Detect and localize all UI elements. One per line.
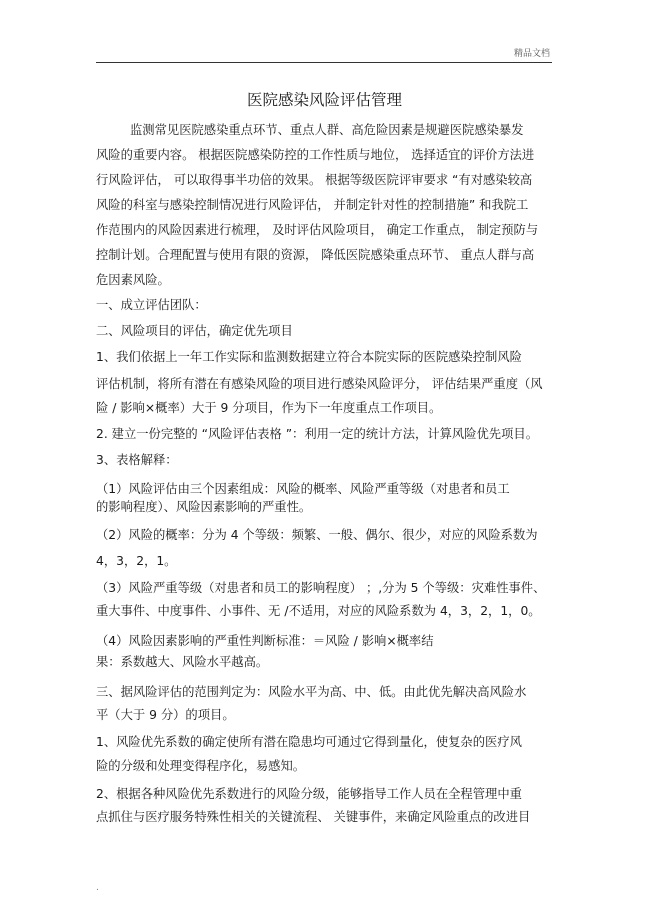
- list-item-line: 点抓住与医疗服务特殊性相关的关键流程、 关键事件，来确定风险重点的改进目: [96, 810, 531, 824]
- paragraph-line: 危因素风险。: [96, 273, 170, 287]
- header-label: 精品文档: [514, 49, 551, 59]
- list-item-line: 2、根据各种风险优先系数进行的风险分级，能够指导工作人员在全程管理中重: [96, 787, 522, 801]
- list-item-line: （2）风险的概率：分为 4 个等级：频繁、一般、偶尔、很少，对应的风险系数为: [96, 528, 538, 542]
- list-item-line: 2. 建立一份完整的 “风险评估表格 ”：利用一定的统计方法，计算风险优先项目。: [96, 427, 538, 441]
- list-item-line: （3）风险严重等级（对患者和员工的影响程度） ；,分为 5 个等级：灾难性事件、: [96, 581, 546, 595]
- footer-mark: .: [96, 883, 99, 893]
- list-item-line: （4）风险因素影响的严重性判断标准：＝风险 / 影响×概率结: [96, 634, 434, 648]
- paragraph-line: 作范围内的风险因素进行梳理， 及时评估风险项目， 确定工作重点， 制定预防与: [96, 223, 539, 237]
- paragraph-line: 风险的重要内容。 根据医院感染防控的工作性质与地位， 选择适宜的评价方法进: [96, 148, 535, 162]
- paragraph-line: 控制计划。合理配置与使用有限的资源， 降低医院感染重点环节、 重点人群与高: [96, 248, 535, 262]
- list-item-line: 4，3，2，1。: [96, 554, 177, 568]
- list-item-line: 平（大于 9 分）的项目。: [96, 708, 235, 722]
- paragraph-line: 行风险评估， 可以取得事半功倍的效果。 根据等级医院评审要求 “有对感染较高: [96, 173, 533, 187]
- list-item-line: 1、风险优先系数的确定使所有潜在隐患均可通过它得到量化，使复杂的医疗风: [96, 735, 522, 749]
- list-item-line: 的影响程度）、风险因素影响的严重性。: [96, 500, 312, 514]
- list-item-line: 1、我们依据上一年工作实际和监测数据建立符合本院实际的医院感染控制风险: [96, 350, 522, 364]
- document-title: 医院感染风险评估管理: [246, 91, 402, 109]
- list-item-line: （1）风险评估由三个因素组成：风险的概率、风险严重等级（对患者和员工: [96, 482, 510, 496]
- section-heading: 一、成立评估团队：: [96, 298, 207, 312]
- header-rule: [96, 62, 552, 63]
- paragraph-line: 风险的科室与感染控制情况进行风险评估， 并制定针对性的控制措施” 和我院工: [96, 198, 529, 212]
- paragraph-line: 监测常见医院感染重点环节、重点人群、高危险因素是规避医院感染暴发: [130, 123, 524, 137]
- list-item-line: 3、表格解释：: [96, 453, 178, 467]
- list-item-line: 险的分级和处理变得程序化，易感知。: [96, 759, 306, 773]
- list-item-line: 评估机制，将所有潜在有感染风险的项目进行感染风险评分， 评估结果严重度（风: [96, 377, 543, 391]
- list-item-line: 险 / 影响×概率）大于 9 分项目，作为下一年度重点工作项目。: [96, 401, 442, 415]
- section-heading: 三、据风险评估的范围判定为：风险水平为高、中、低。由此优先解决高风险水: [96, 685, 527, 699]
- section-heading: 二、风险项目的评估，确定优先项目: [96, 324, 293, 338]
- list-item-line: 果：系数越大、风险水平越高。: [96, 655, 269, 669]
- list-item-line: 重大事件、中度事件、小事件、无 /不适用，对应的风险系数为 4，3，2，1，0。: [96, 604, 541, 618]
